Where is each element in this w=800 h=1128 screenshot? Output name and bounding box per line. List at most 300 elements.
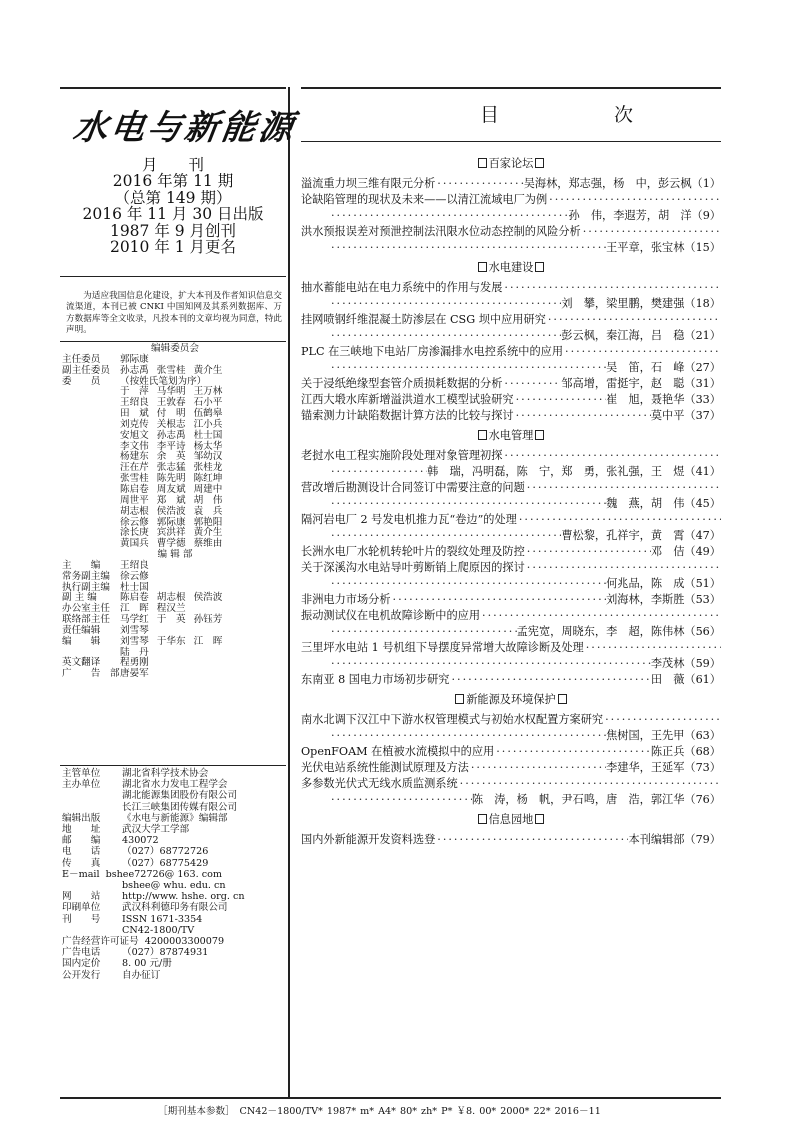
- board-member-role: [62, 539, 120, 550]
- section-box-icon: [535, 430, 544, 440]
- board-member-role: [62, 474, 120, 485]
- info-label: 地 址: [62, 824, 101, 836]
- article-authors-page: 曹松黎，孔祥宇，黄 霄（47）: [561, 529, 721, 542]
- article-authors-page: 韩 瑞，冯明磊，陈 宁，郑 勇，张礼强，王 煜（41）: [427, 465, 721, 478]
- section-box-icon: [478, 158, 487, 168]
- top-rule-right: [301, 87, 721, 89]
- board-member-name: 伍鹤皋: [193, 408, 223, 420]
- leader-dots: [517, 512, 721, 528]
- article-authors-page: 邹高增，雷挺宇，赵 聪（31）: [561, 377, 721, 390]
- board-member-name: 马华明: [156, 386, 186, 398]
- article-authors-page: 邓 佶（49）: [650, 545, 721, 558]
- info-label: [62, 802, 122, 813]
- toc-entry: [301, 192, 721, 224]
- toc-section-heading: [301, 156, 721, 172]
- dept-member-name: 杜士国: [120, 581, 149, 593]
- dept-member-name: 徐云修: [120, 570, 149, 582]
- toc-line: [301, 360, 721, 376]
- info-value: bshee@ whu. edu. cn: [122, 880, 226, 892]
- dept-member-row: [62, 572, 288, 583]
- board-member-name: 王万林: [193, 386, 223, 398]
- info-row: [62, 936, 288, 947]
- info-label: 邮 编: [62, 835, 101, 847]
- board-member-name: 陈启卷: [120, 483, 149, 495]
- toc-line: [301, 496, 721, 512]
- article-title: 南水北调下汉江中下游水权管理模式与初始水权配置方案研究: [301, 713, 604, 726]
- leader-dots: [502, 376, 561, 392]
- toc-entry: [301, 712, 721, 744]
- board-title: 编辑委员会: [151, 343, 199, 354]
- board-member-name: 孙志禹: [120, 364, 149, 376]
- dept-member-name: 王绍良: [120, 559, 149, 571]
- board-member-name: 于 萍: [120, 386, 149, 398]
- table-of-contents: [301, 152, 721, 848]
- leader-dots: [525, 544, 651, 560]
- article-authors-page: 刘海林，李斯胜（53）: [606, 593, 721, 606]
- dept-member-name: 刘雪琴: [120, 624, 149, 636]
- board-member-name: 黄国兵: [120, 538, 149, 550]
- info-value: 武汉科利德印务有限公司: [122, 902, 228, 914]
- article-title: 论缺陷管理的现状及未来——以清江流域电厂为例: [301, 193, 548, 206]
- board-member-name: 郭艳阳: [193, 516, 223, 528]
- dept-member-row: [62, 637, 288, 648]
- leader-dots: [546, 312, 721, 328]
- journal-parameters-footer: ［期刊基本参数］ CN42－1800/TV* 1987* m* A4* 80* zh* P* ￥8. 00* 2000* 22* 2016－11: [158, 1106, 601, 1117]
- board-member-role: [62, 387, 120, 398]
- dept-member-name: 孙钰芳: [193, 614, 223, 626]
- dept-member-role: 执行副主编: [62, 581, 110, 593]
- toc-line: [301, 208, 721, 224]
- dept-title: 编 辑 部: [157, 549, 193, 561]
- info-label: [62, 880, 122, 891]
- toc-line: [301, 312, 721, 328]
- info-value: http://www. hshe. org. cn: [122, 891, 245, 903]
- leader-dots: [329, 528, 561, 544]
- board-member-name: 袁 兵: [193, 505, 223, 517]
- leader-dots: [514, 408, 651, 424]
- toc-title: 目 次: [480, 104, 682, 126]
- dept-member-role: 英文翻译: [62, 657, 101, 669]
- board-member-name: 张雪桂: [120, 473, 149, 485]
- leader-dots: [329, 360, 606, 376]
- article-title: OpenFOAM 在植被水流模拟中的应用: [301, 745, 495, 758]
- article-title: 三里坪水电站 1 号机组下导摆度异常增大故障诊断及处理: [301, 641, 584, 654]
- bottom-rule: [60, 1097, 721, 1099]
- board-member-name: 杨太华: [193, 440, 223, 452]
- info-value: （027）87874931: [122, 947, 209, 959]
- board-member-name: 张桂龙: [193, 462, 223, 474]
- toc-line: [301, 280, 721, 296]
- board-member-row: [62, 366, 288, 377]
- board-member-names: [120, 366, 230, 377]
- board-member-name: 黄介生: [193, 527, 223, 539]
- board-member-name: 宾洪祥: [156, 527, 186, 539]
- board-member-row: [62, 431, 288, 442]
- rule-below-toc-title: [301, 141, 721, 142]
- board-member-role: [62, 452, 120, 463]
- toc-line: [301, 712, 721, 728]
- board-member-name: 陈先明: [156, 473, 186, 485]
- dept-member-name: 侯浩波: [193, 592, 223, 604]
- dept-member-name: 马学红: [120, 614, 149, 626]
- pub-line: 2016 年 11 月 30 日出版: [82, 205, 264, 224]
- info-row: [62, 779, 288, 790]
- board-member-name: 周建中: [193, 483, 223, 495]
- column-divider: [288, 87, 290, 1097]
- board-member-name: 安旭文: [120, 429, 149, 441]
- board-member-name: 胡 伟: [193, 494, 223, 506]
- board-member-role: 主任委员: [62, 353, 101, 365]
- toc-line: [301, 728, 721, 744]
- toc-section-heading: [301, 260, 721, 276]
- toc-line: [301, 448, 721, 464]
- dept-member-role: 办公室主任: [62, 603, 110, 615]
- section-box-icon: [535, 814, 544, 824]
- leader-dots: [329, 624, 517, 640]
- leader-dots: [525, 560, 721, 576]
- info-label: 电 话: [62, 846, 101, 858]
- article-authors-page: 莫中平（37）: [650, 409, 721, 422]
- toc-line: [301, 544, 721, 560]
- board-member-name: 郭际康: [156, 516, 186, 528]
- toc-line: [301, 744, 721, 760]
- leader-dots: [581, 224, 721, 240]
- info-value: 8. 00 元/册: [122, 958, 172, 970]
- toc-entry: [301, 408, 721, 424]
- section-box-icon: [478, 814, 487, 824]
- dept-member-role: 主 编: [62, 559, 101, 571]
- info-row: [62, 891, 288, 902]
- dept-member-names: [120, 572, 157, 583]
- toc-line: [301, 672, 721, 688]
- info-value: （027）68775429: [122, 857, 209, 869]
- info-row: [62, 970, 288, 981]
- toc-entry: [301, 376, 721, 392]
- leader-dots: [547, 192, 721, 208]
- dept-member-role: 广 告 部: [62, 668, 120, 680]
- dept-member-name: 陈启卷: [120, 592, 149, 604]
- board-member-role: [62, 442, 120, 453]
- info-label: 广告经营许可证号: [62, 936, 139, 948]
- dept-member-names: [120, 637, 230, 648]
- dept-member-row: [62, 669, 288, 680]
- dept-member-name: 于 英: [156, 614, 186, 626]
- article-authors-page: 田 薇（61）: [650, 673, 721, 686]
- section-name: 信息园地: [488, 813, 534, 826]
- info-label: 印刷单位: [62, 902, 101, 914]
- article-authors-page: 陈 涛，杨 帆，尹石鸣，唐 浩，郭江华（76）: [471, 793, 721, 806]
- article-title: 抽水蓄能电站在电力系统中的作用与发展: [301, 281, 503, 294]
- info-label: 主办单位: [62, 779, 101, 791]
- toc-line: [301, 640, 721, 656]
- board-member-name: 田 斌: [120, 408, 149, 420]
- toc-line: [301, 344, 721, 360]
- info-row: [62, 958, 288, 969]
- dept-member-name: 刘雪琴: [120, 635, 149, 647]
- top-rule-left: [60, 87, 286, 89]
- info-label: [62, 925, 122, 936]
- article-authors-page: 焦树国，王先甲（63）: [606, 729, 721, 742]
- toc-entry: [301, 512, 721, 544]
- toc-entry: [301, 176, 721, 192]
- toc-line: [301, 592, 721, 608]
- board-member-role: [62, 463, 120, 474]
- article-authors-page: 吴 笛，石 峰（27）: [606, 361, 721, 374]
- section-box-icon: [558, 694, 567, 704]
- article-title: 洪水预报误差对预泄控制法汛限水位动态控制的风险分析: [301, 225, 581, 238]
- leader-dots: [469, 760, 606, 776]
- toc-line: [301, 296, 721, 312]
- board-member-name: 杨建东: [120, 451, 149, 463]
- toc-entry: [301, 280, 721, 312]
- board-member-names: [120, 507, 230, 518]
- leader-dots: [584, 640, 721, 656]
- board-member-name: 李平诗: [156, 440, 186, 452]
- board-member-role: [62, 420, 120, 431]
- leader-dots: [329, 296, 561, 312]
- pub-line: 1987 年 9 月创刊: [109, 221, 237, 240]
- toc-entry: [301, 592, 721, 608]
- info-value: 湖北省水力发电工程学会: [122, 779, 228, 791]
- leader-dots: [329, 240, 606, 256]
- leader-dots: [494, 744, 651, 760]
- section-name: 新能源及环境保护: [466, 693, 556, 706]
- info-label: 刊 号: [62, 913, 101, 925]
- toc-entry: [301, 744, 721, 760]
- board-member-name: 关根志: [156, 418, 186, 430]
- board-member-role: 副主任委员: [62, 364, 110, 376]
- leader-dots: [329, 656, 651, 672]
- leader-dots: [329, 464, 427, 480]
- leader-dots: [329, 208, 568, 224]
- toc-line: [301, 392, 721, 408]
- toc-entry: [301, 640, 721, 672]
- board-member-role: [62, 409, 120, 420]
- toc-line: [301, 480, 721, 496]
- info-value: （027）68772726: [122, 846, 209, 858]
- dept-member-name: 江 晖: [120, 603, 149, 615]
- section-box-icon: [478, 262, 487, 272]
- info-value: 430072: [122, 835, 159, 847]
- toc-line: [301, 624, 721, 640]
- section-box-icon: [535, 158, 544, 168]
- info-row: [62, 802, 288, 813]
- info-label: 公开发行: [62, 969, 101, 981]
- info-value: bshee72726@ 163. com: [105, 868, 222, 880]
- info-label: 编辑出版: [62, 812, 101, 824]
- article-authors-page: 刘 攀，梁里鹏，樊建强（18）: [561, 297, 721, 310]
- board-member-name: 张雪桂: [156, 364, 186, 376]
- info-row: [62, 835, 288, 846]
- board-member-name: 江小兵: [193, 418, 223, 430]
- leader-dots: [502, 448, 721, 464]
- info-value: 湖北省科学技术协会: [122, 768, 209, 779]
- info-value: 武汉大学工学部: [122, 824, 190, 836]
- article-authors-page: 崔 旭，聂艳华（33）: [606, 393, 721, 406]
- toc-line: [301, 240, 721, 256]
- info-value: CN42-1800/TV: [122, 924, 195, 936]
- toc-line: [301, 512, 721, 528]
- board-member-name: 杜士国: [193, 429, 223, 441]
- board-member-name: 刘克传: [120, 418, 149, 430]
- info-row: [62, 858, 288, 869]
- article-authors-page: 本刊编辑部（79）: [628, 833, 721, 846]
- leader-dots: [502, 280, 721, 296]
- leader-dots: [329, 576, 606, 592]
- article-title: PLC 在三峡地下电站厂房渗漏排水电控系统中的应用: [301, 345, 564, 358]
- board-member-name: 涂长庚: [120, 527, 149, 539]
- board-member-name: 余 英: [156, 451, 186, 463]
- info-row: [62, 902, 288, 913]
- article-title: 长洲水电厂水轮机转轮叶片的裂纹处理及防控: [301, 545, 525, 558]
- section-name: 水电建设: [488, 261, 534, 274]
- publisher-info: [62, 768, 288, 981]
- info-label: 广告电话: [62, 947, 101, 959]
- article-title: 多参数光伏式无线水质监测系统: [301, 777, 458, 790]
- section-name: 水电管理: [488, 429, 534, 442]
- info-row: [62, 880, 288, 891]
- article-title: 老挝水电工程实施阶段处理对象管理初探: [301, 449, 503, 462]
- article-title: 营改增后勘测设计合同签订中需要注意的问题: [301, 481, 525, 494]
- article-title: 东南亚 8 国电力市场初步研究: [301, 673, 450, 686]
- info-row: [62, 947, 288, 958]
- board-member-role: [62, 507, 120, 518]
- leader-dots: [603, 712, 721, 728]
- board-member-name: 汪在芹: [120, 462, 149, 474]
- toc-entry: [301, 776, 721, 808]
- board-member-role: [62, 431, 120, 442]
- info-value: ISSN 1671-3354: [122, 913, 203, 925]
- article-authors-page: 陈正兵（68）: [650, 745, 721, 758]
- info-label: E－mail: [62, 868, 100, 880]
- leader-dots: [329, 728, 606, 744]
- dept-member-name: 于华东: [156, 635, 186, 647]
- toc-line: [301, 832, 721, 848]
- article-authors-page: 魏 燕，胡 伟（45）: [606, 497, 721, 510]
- article-title: 关于浸纸绝缘型套管介质损耗数据的分析: [301, 377, 503, 390]
- leader-dots: [391, 592, 607, 608]
- dept-member-names: [120, 669, 157, 680]
- article-authors-page: 李建华，王延军（73）: [606, 761, 721, 774]
- toc-entry: [301, 224, 721, 256]
- rule-below-board: [60, 765, 286, 766]
- toc-entry: [301, 448, 721, 480]
- info-row: [62, 846, 288, 857]
- board-member-role: [62, 398, 120, 409]
- board-member-name: 郭际康: [120, 353, 149, 365]
- board-member-name: 周世平: [120, 494, 149, 506]
- article-authors-page: 王平章，张宝林（15）: [606, 241, 721, 254]
- board-member-name: 付 明: [156, 408, 186, 420]
- info-label: 国内定价: [62, 958, 101, 970]
- info-row: [62, 813, 288, 824]
- leader-dots: [435, 176, 523, 192]
- rule-below-issue: [60, 276, 286, 277]
- board-member-role: 委 员: [62, 375, 101, 387]
- copyright-notice: 为适应我国信息化建设，扩大本刊及作者知识信息交流渠道，本刊已被 CNKI 中国知网及其系列数据库、万方数据库等全文收录，凡投本刊的文章均视为同意，特此声明。: [66, 291, 282, 336]
- article-authors-page: 何兆品，陈 成（51）: [606, 577, 721, 590]
- toc-entry: [301, 312, 721, 344]
- toc-line: [301, 576, 721, 592]
- leader-dots: [329, 328, 561, 344]
- article-title: 国内外新能源开发资料选登: [301, 833, 436, 846]
- toc-line: [301, 328, 721, 344]
- toc-entry: [301, 392, 721, 408]
- board-member-name: 曹学德: [156, 538, 186, 550]
- toc-entry: [301, 760, 721, 776]
- toc-entry: [301, 544, 721, 560]
- board-member-name: 孙志禹: [156, 429, 186, 441]
- article-title: 光伏电站系统性能测试原理及方法: [301, 761, 469, 774]
- article-authors-page: 吴海林，郑志强，杨 中，彭云枫（1）: [523, 177, 721, 190]
- article-authors-page: 孙 伟，李遐芳，胡 洋（9）: [568, 209, 721, 222]
- toc-entry: [301, 608, 721, 640]
- info-label: 网 站: [62, 891, 101, 903]
- publication-info: [60, 157, 286, 255]
- dept-member-role: 编 辑: [62, 635, 101, 647]
- leader-dots: [525, 480, 721, 496]
- board-member-name: 陈红坤: [193, 473, 223, 485]
- article-title: 振动测试仪在电机故障诊断中的应用: [301, 609, 481, 622]
- toc-line: [301, 608, 721, 624]
- board-member-name: 王敦春: [156, 397, 186, 409]
- info-value: 《水电与新能源》编辑部: [122, 812, 228, 824]
- dept-member-role: 常务副主编: [62, 570, 110, 582]
- pub-line: 2010 年 1 月更名: [109, 238, 237, 257]
- article-authors-page: 彭云枫，秦江海，吕 稳（21）: [561, 329, 721, 342]
- info-row: [62, 914, 288, 925]
- dept-member-role: 副 主 编: [62, 592, 97, 604]
- article-authors-page: 孟宪宽，周晓东，李 超，陈伟林（56）: [516, 625, 721, 638]
- toc-line: [301, 528, 721, 544]
- info-row: [62, 790, 288, 801]
- dept-member-name: 胡志根: [156, 592, 186, 604]
- leader-dots: [480, 608, 721, 624]
- board-member-name: 胡志根: [120, 505, 149, 517]
- board-member-name: 石小平: [193, 397, 223, 409]
- board-member-names: [120, 431, 230, 442]
- rule-below-notice: [60, 341, 286, 342]
- info-row: [62, 869, 288, 880]
- article-title: 隔河岩电厂 2 号发电机推力瓦“卷边”的处理: [301, 513, 517, 526]
- toc-line: [301, 176, 721, 192]
- board-member-name: 徐云修: [120, 516, 149, 528]
- leader-dots: [458, 776, 721, 792]
- toc-line: [301, 792, 721, 808]
- article-title: 非洲电力市场分析: [301, 593, 391, 606]
- board-member-name: （按姓氏笔划为序）: [120, 375, 207, 387]
- board-member-row: [62, 507, 288, 518]
- toc-entry: [301, 672, 721, 688]
- board-member-name: 李文伟: [120, 440, 149, 452]
- toc-entry: [301, 832, 721, 848]
- leader-dots: [563, 344, 721, 360]
- board-member-name: 张志猛: [156, 462, 186, 474]
- info-label: 传 真: [62, 857, 101, 869]
- info-value: 4200003300079: [144, 936, 225, 948]
- pub-line: （总第 149 期）: [114, 188, 232, 207]
- pub-line: 月 刊: [141, 156, 204, 174]
- leader-dots: [329, 496, 606, 512]
- leader-dots: [329, 792, 472, 808]
- article-title: 溢流重力坝三维有限元分析: [301, 177, 436, 190]
- dept-member-role: 责任编辑: [62, 624, 101, 636]
- info-value: 湖北能源集团股份有限公司: [122, 790, 238, 802]
- section-box-icon: [455, 694, 464, 704]
- toc-entry: [301, 560, 721, 592]
- toc-section-heading: [301, 692, 721, 708]
- dept-member-role: 联络部主任: [62, 614, 110, 626]
